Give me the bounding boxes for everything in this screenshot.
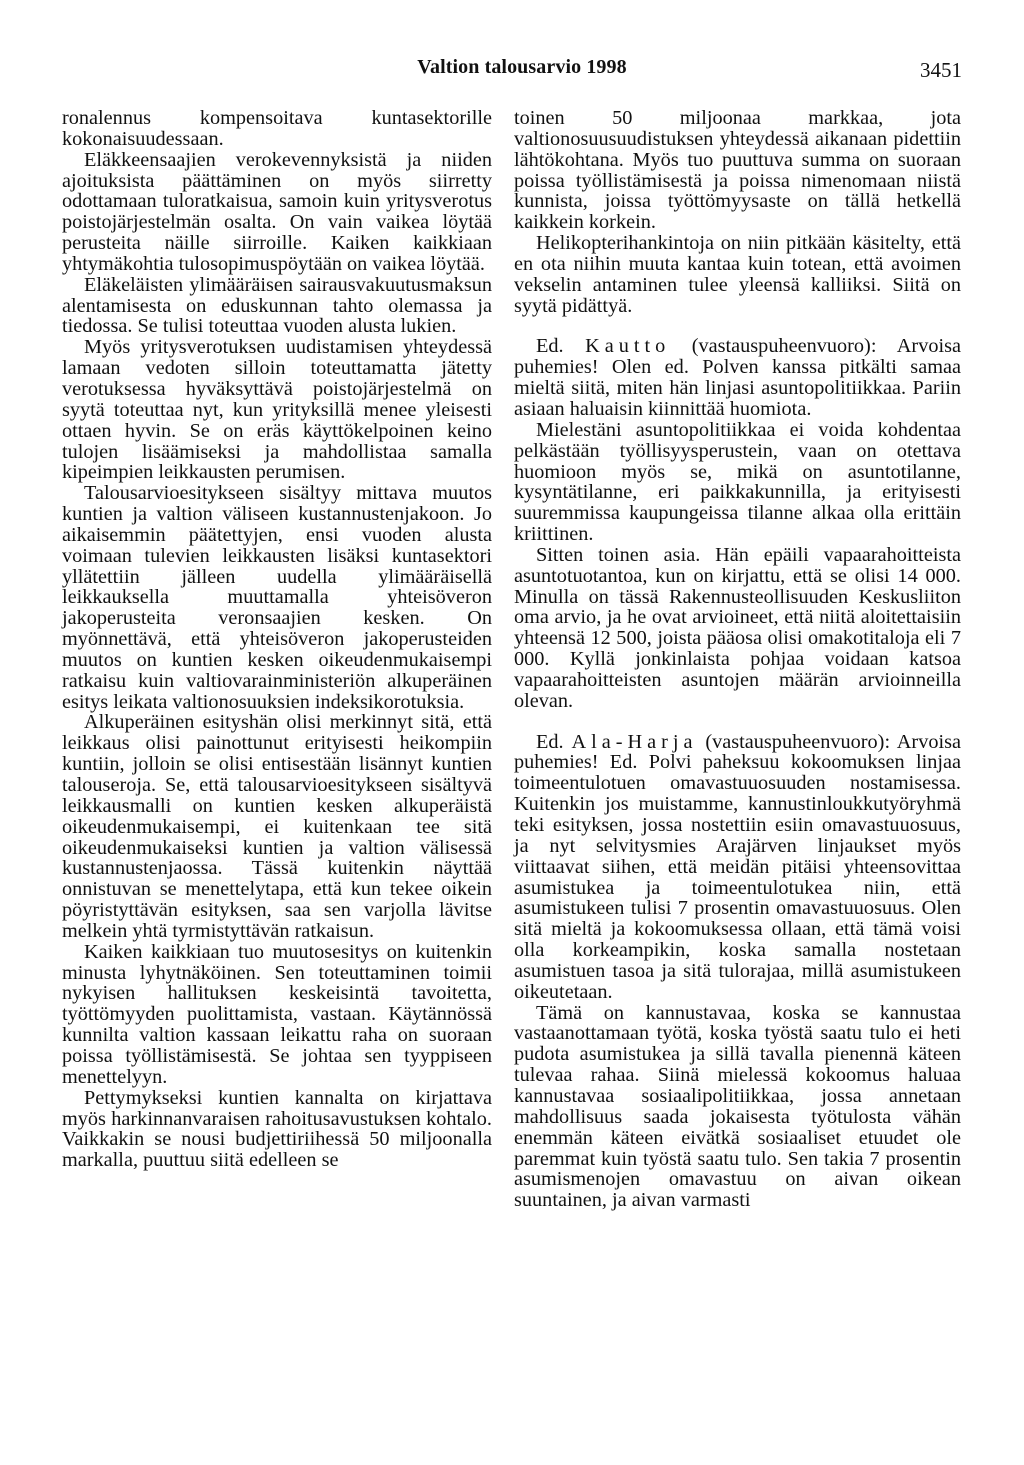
paragraph: Tämä on kannustavaa, koska se kannustaa vastaanottamaan työtä, koska työstä saatu tulo ei heti pudota asumistukea ja sillä tavalla pienennä käteen tulevaa rahaa. Siinä mielessä kokoomus haluaa kannustavaa sosiaalipolitiikkaa, jossa annetaan mahdollisuus saada jokaisesta työtulosta vähän enemmän käteen eivätkä sosiaaliset etuudet ole paremmat kuin työstä saatu tulo. Sen takia 7 prosentin asumismenojen omavastuu on aivan oikean suuntainen, ja aivan varmasti xyxy=(514,1001,961,1212)
paragraph: Sitten toinen asia. Hän epäili vapaarahoitteista asuntotuotantoa, kun on kirjattu, että se olisi 14 000. Minulla on tässä Rakennusteollisuuden Keskusliiton oma arvio, ja he ovat arvioineet, että niitä aloitettaisiin yhteensä 12 500, joista pääosa olisi omakotitaloja eli 7 000. Kyllä jonkinlaista pohjaa voidaan katsoa vapaarahoitteisten asuntojen määrän arvioinneilla olevan. xyxy=(514,543,961,712)
left-column xyxy=(62,108,492,1171)
speaker-name: Kautto xyxy=(585,335,671,358)
paragraph: Eläkkeensaajien verokevennyksistä ja niiden ajoituksista päättäminen on myös siirretty odottamaan tuloratkaisua, samoin kuin yritysverotus poistojärjestelmän osalta. On vain vaikea löytää perusteita näille siirroille. Kaiken kaikkiaan yhtymäkohtia tulosopimuspöytään on vaikea löytää. xyxy=(62,148,492,275)
paragraph: Myös yritysverotuksen uudistamisen yhteydessä lamaan vedoten silloin toteuttamatta jätetty verotuksessa hyväksyttävä poistojärjestelmä on syytä toteuttaa nyt, kun yrityksillä menee yleisesti ottaen hyvin. Se on eräs käyttökelpoinen keino tulojen lisäämiseksi ja mahdollistaa samalla kipeimpien leikkausten perumisen. xyxy=(62,336,492,484)
paragraph: Talousarvioesitykseen sisältyy mittava muutos kuntien ja valtion väliseen kustannustenjakoon. Jo aikaisemmin päätettyjen, ensi vuoden alusta voimaan tulevien leikkausten lisäksi kuntasektori yllätettiin jälleen uudella ylimääräisellä leikkauksella muuttamalla yhteisöveron jakoperusteita veronsaajien kesken. On myönnettävä, että yhteisöveron jakoperusteiden muutos on kuntien kesken oikeudenmukaisempi ratkaisu kuin valtiovarainministeriön alkuperäinen esitys leikata valtionosuuksien indeksikorotuksia. xyxy=(62,482,492,713)
speaker-name: Ala-Harja xyxy=(571,730,698,753)
page-number: 3451 xyxy=(920,58,962,82)
paragraph: Kaiken kaikkiaan tuo muutosesitys on kuitenkin minusta lyhytnäköinen. Sen toteuttaminen toimii nykyisen hallituksen keskeisintä tavoitetta, työttömyyden puolittamista, vastaan. Käytännössä kunnilta valtion kassaan leikattu raha on suoraan poissa työllistämisestä. Se johtaa sen tyyppiseen menettelyyn. xyxy=(62,940,492,1088)
right-column xyxy=(514,108,961,1211)
paragraph: toinen 50 miljoonaa markkaa, jota valtionosuusuudistuksen yhteydessä aikanaan pidettiin lähtökohtana. Myös tuo puuttuva summa on suoraan poissa työllistämisestä ja poissa nimenomaan niistä kunnista, joissa työttömyysaste on tällä hetkellä kaikkein korkein. xyxy=(514,107,961,234)
paragraph: Pettymykseksi kuntien kannalta on kirjattava myös harkinnanvaraisen rahoitusavustuksen kohtalo. Vaikkakin se nousi budjettiriihessä 50 miljoonalla markalla, puuttuu siitä edelleen se xyxy=(62,1086,492,1172)
speech-prefix: Ed. xyxy=(536,730,572,753)
paragraph: ronalennus kompensoitava kuntasektorille kokonaisuudessaan. xyxy=(62,107,492,150)
speech-paragraph xyxy=(514,732,961,1003)
speech-prefix: Ed. xyxy=(536,335,586,358)
paragraph: Eläkeläisten ylimääräisen sairausvakuutusmaksun alentamisesta on eduskunnan tahto olemassa ja tiedossa. Se tulisi toteuttaa vuoden alusta lukien. xyxy=(62,273,492,338)
paragraph: Mielestäni asuntopolitiikkaa ei voida kohdentaa pelkästään työllisyysperustein, vaan on otettava huomioon myös se, mikä on asuntotilanne, kysyntätilanne, eri paikkakunnilla, ja erityisesti suuremmissa kaupungeissa tilanne alkaa olla erittäin kriittinen. xyxy=(514,418,961,546)
paragraph: Alkuperäinen esityshän olisi merkinnyt sitä, että leikkaus olisi painottunut erityisesti heikompiin kuntiin, jolloin se olisi entisestään lisännyt kuntien talouseroja. Se, että talousarvioesitykseen sisältyvä leikkausmalli on kuntien kesken alkuperäistä oikeudenmukaisempi, ei kuitenkaan tee sitä oikeudenmukaiseksi kuntien ja valtion välisessä kustannustenjaossa. Tässä kuitenkin näyttää onnistuvan se menettelytapa, että kun tekee oikein pöyristyttävän esityksen, saa sen varjolla lävitse melkein yhtä tyrmistyttävän ratkaisun. xyxy=(62,711,492,942)
speech-text: (vastauspuheenvuoro): Arvoisa puhemies! Ed. Polvi paheksuu kokoomuksen linjaa toimeentulotuen omavastuuosuuden nostamisessa. Kuitenkin jos muistamme, kannustinloukkutyöryhmä teki esityksen, jossa nostettiin esiin omavastuuosuus, ja nyt selvitysmies Arajärven linjaukset myös viittaavat siihen, että meidän pitäisi yhteensovittaa asumistukea ja toimeentulotukea niin, että asumistukeen tulisi 7 prosentin omavastuuosuus. Olen sitä mieltä ja kokoomuksessa ollaan, että tämä voisi olla korkeampikin, koska samalla nostetaan asumistuen tasoa ja sitä tulorajaa, millä asumistukeen oikeutetaan. xyxy=(514,730,961,1003)
speech-text: (vastauspuheenvuoro): Arvoisa puhemies! Olen ed. Polven kanssa pitkälti samaa mieltä siitä, miten hän linjasi asuntopolitiikkaa. Pariin asiaan haluaisin kiinnittää huomiota. xyxy=(514,335,961,420)
speech-paragraph xyxy=(514,336,961,419)
paragraph: Helikopterihankintoja on niin pitkään käsitelty, että en ota niihin muuta kantaa kuin totean, että avoimen vekselin antaminen tulee yleensä kalliiksi. Siitä on syytä pidättyä. xyxy=(514,232,961,317)
running-header xyxy=(0,56,1024,86)
document-title: Valtion talousarvio 1998 xyxy=(417,56,627,78)
